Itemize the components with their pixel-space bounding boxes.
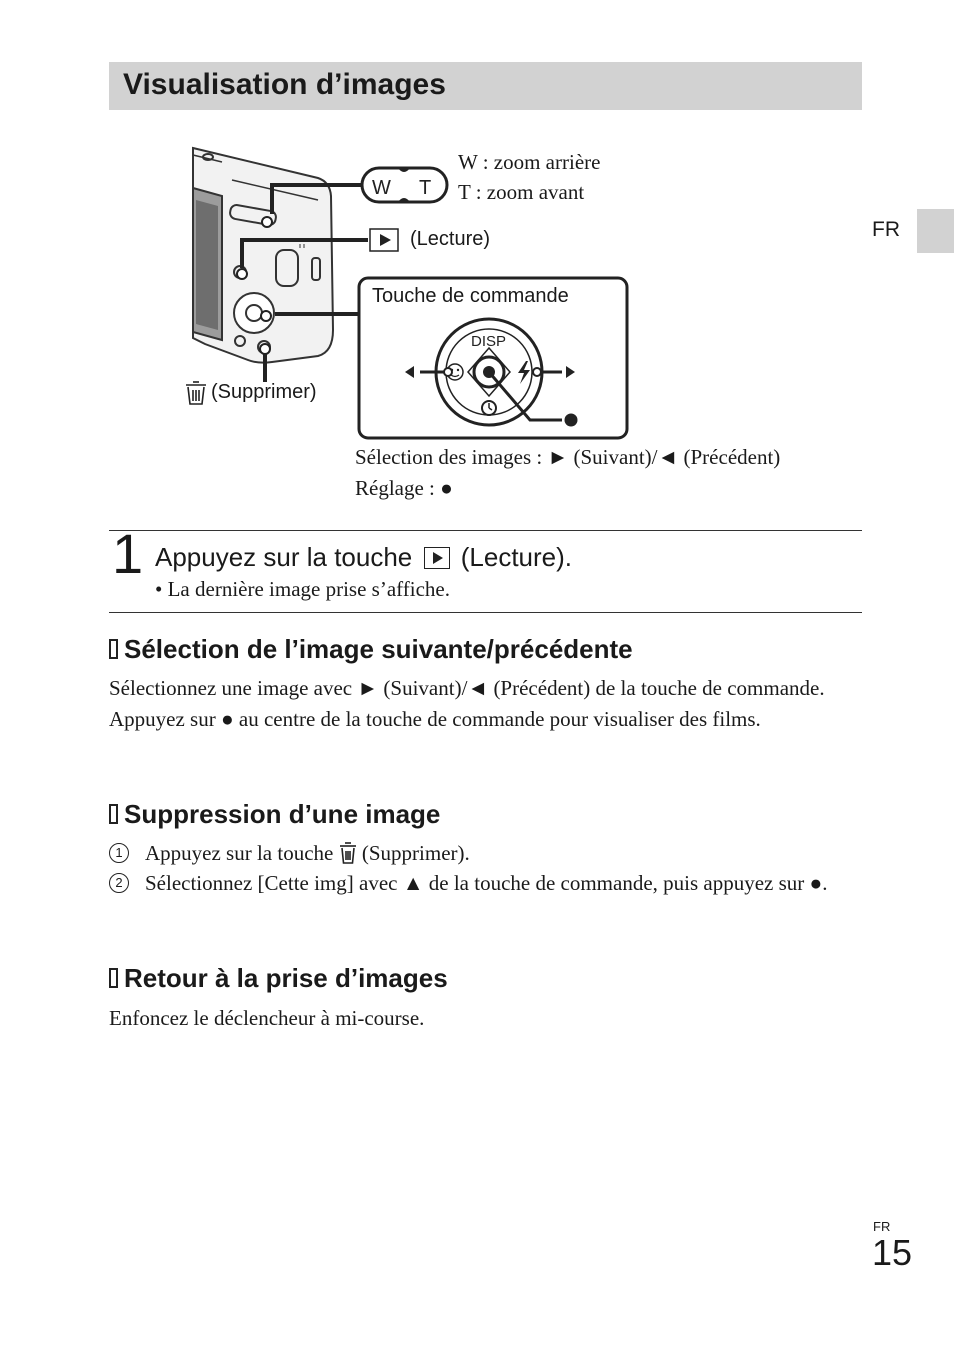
footer-language: FR xyxy=(873,1219,891,1234)
zoom-lever-icon xyxy=(362,168,447,202)
section-heading-selection: Sélection de l’image suivante/précédente xyxy=(109,634,633,665)
trash-icon xyxy=(186,382,206,404)
playback-label: (Lecture) xyxy=(410,228,491,250)
page-number: 15 xyxy=(872,1232,913,1273)
side-language-label: FR xyxy=(872,218,900,241)
divider-bottom xyxy=(109,612,862,613)
step-title xyxy=(155,542,572,573)
zoom-out-label: W : zoom arrière xyxy=(458,150,601,174)
item-text: Sélectionnez [Cette img] avec ▲ de la touche de commande, puis appuyez sur ●. xyxy=(145,871,828,895)
trash-icon xyxy=(339,842,357,864)
playback-icon xyxy=(424,547,450,569)
list-item xyxy=(109,838,869,869)
zoom-in-label: T : zoom avant xyxy=(458,180,585,204)
section-heading-delete: Suppression d’une image xyxy=(109,799,440,830)
divider-top xyxy=(109,530,862,531)
zoom-lever-t: T xyxy=(419,177,432,199)
camera-icon xyxy=(193,148,333,363)
zoom-lever-w: W xyxy=(372,177,391,199)
section-marker-icon xyxy=(109,639,118,659)
section-marker-icon xyxy=(109,804,118,824)
section-text-return: Enfoncez le déclencheur à mi-course. xyxy=(109,1006,425,1030)
playback-icon xyxy=(370,229,398,251)
section-heading-return: Retour à la prise d’images xyxy=(109,963,448,994)
section-marker-icon xyxy=(109,968,118,988)
list-item xyxy=(109,868,869,930)
section-text-selection: Sélectionnez une image avec ► (Suivant)/◄ (Précédent) de la touche de commande. Appuyez sur ● au centre de la touche de commande pour visualiser des films. xyxy=(109,676,825,731)
step-number: 1 xyxy=(112,522,144,585)
step-title-before: Appuyez sur la touche xyxy=(155,542,413,572)
step-title-after: (Lecture). xyxy=(460,542,573,572)
item-number: 2 xyxy=(109,873,129,893)
item-text-before: Appuyez sur la touche xyxy=(145,841,334,865)
selection-caption: Sélection des images : ► (Suivant)/◄ (Précédent) xyxy=(355,445,781,469)
camera-diagram xyxy=(0,0,954,520)
page-title: Visualisation d’images xyxy=(123,68,446,101)
step-bullet: • La dernière image prise s’affiche. xyxy=(155,577,450,601)
item-text-after: (Supprimer). xyxy=(361,841,470,865)
setting-caption: Réglage : ● xyxy=(355,476,453,500)
disp-label: DISP xyxy=(471,333,507,350)
delete-label: (Supprimer) xyxy=(211,381,317,403)
control-box-title: Touche de commande xyxy=(372,285,569,307)
item-number: 1 xyxy=(109,843,129,863)
